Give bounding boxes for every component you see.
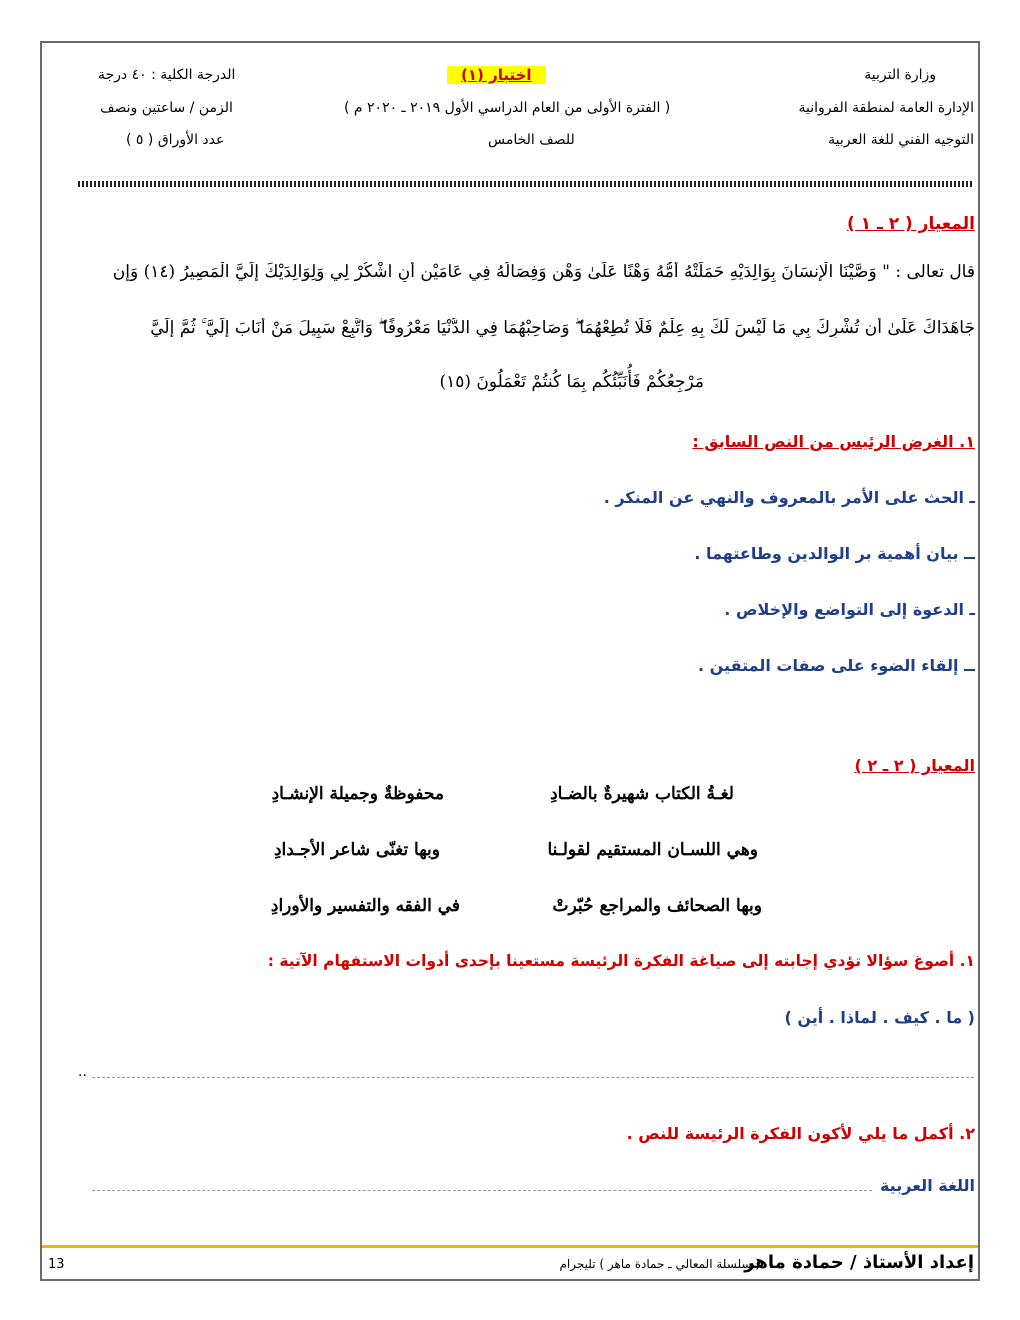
department-name: التوجيه الفني للغة العربية bbox=[828, 132, 974, 148]
poem-line-3-first: وبها الصحائف والمراجع حُبّرتْ bbox=[552, 896, 762, 916]
option-3[interactable]: ـ الدعوة إلى التواضع والإخلاص . bbox=[724, 600, 975, 619]
answer-line-1[interactable] bbox=[92, 1077, 974, 1078]
answer-line-end: .. bbox=[78, 1064, 87, 1080]
directorate-name: الإدارة العامة لمنطقة الفروانية bbox=[798, 100, 974, 116]
verse-line-2: جَاهَدَاكَ عَلَىٰ أَن تُشْرِكَ بِي مَا لَيْسَ لَكَ بِهِ عِلْمٌ فَلَا تُطِعْهُمَا ۖ وَصَاحِبْهُمَا فِي الدُّنْيَا مَعْرُوفًا ۖ وَاتَّبِعْ سَبِيلَ مَنْ أَنَابَ إِلَيَّ ۚ ثُمَّ إِلَيَّ bbox=[150, 318, 975, 338]
exam-grade: للصف الخامس bbox=[488, 132, 575, 148]
verse-line-1: قال تعالى : " وَصَّيْنَا الْإِنسَانَ بِوَالِدَيْهِ حَمَلَتْهُ أُمُّهُ وَهْنًا عَلَىٰ وَهْنٍ وَفِصَالُهُ فِي عَامَيْنِ أَنِ اشْكُرْ لِي وَلِوَالِدَيْكَ إِلَيَّ الْمَصِيرُ (١٤) وَإِن bbox=[112, 262, 975, 282]
footer-channel: ( سلسلة المعالي ـ حمادة ماهر ) تليجرام bbox=[559, 1257, 760, 1271]
paper-count: عدد الأوراق ( ٥ ) bbox=[126, 132, 225, 148]
completion-start: اللغة العربية bbox=[879, 1176, 975, 1195]
option-2[interactable]: ــ بيان أهمية بر الوالدين وطاعتهما . bbox=[694, 544, 975, 563]
question-1-purpose: ١. الغرض الرئيس من النص السابق : bbox=[692, 432, 975, 451]
footer-author: إعداد الأستاذ / حمادة ماهر bbox=[744, 1252, 974, 1273]
question-tools: ( ما . كيف . لماذا . أين ) bbox=[784, 1008, 975, 1027]
poem-line-2-first: وهي اللسـان المستقيم لقولـنا bbox=[547, 840, 758, 860]
total-score: الدرجة الكلية : ٤٠ درجة bbox=[98, 67, 236, 83]
answer-line-2[interactable] bbox=[92, 1190, 872, 1191]
poem-line-3-second: في الفقه والتفسير والأورادِ bbox=[270, 896, 460, 916]
exam-title: اختبار (١) bbox=[447, 66, 546, 84]
poem-line-1-first: لغـةُ الكتاب شهيرةٌ بالضـادِ bbox=[550, 784, 734, 804]
criterion-2: المعيار ( ٢ ـ ٢ ) bbox=[854, 756, 975, 775]
question-2-1: ١. أصوغ سؤالا تؤدي إجابته إلى صياغة الفكرة الرئيسة مستعينا بإحدى أدوات الاستفهام الآتية : bbox=[267, 952, 975, 970]
exam-period: ( الفترة الأولى من العام الدراسي الأول ٢٠١٩ ـ ٢٠٢٠ م ) bbox=[344, 100, 671, 116]
exam-duration: الزمن / ساعتين ونصف bbox=[100, 100, 233, 116]
criterion-1: المعيار ( ٢ ـ ١ ) bbox=[846, 214, 975, 234]
poem-line-1-second: محفوظةٌ وجميلة الإنشـادِ bbox=[271, 784, 444, 804]
footer-line bbox=[42, 1245, 978, 1248]
header-separator bbox=[78, 181, 974, 187]
question-2-2: ٢. أكمل ما يلي لأكون الفكرة الرئيسة للنص . bbox=[626, 1124, 975, 1143]
ministry-name: وزارة التربية bbox=[864, 67, 936, 83]
option-1[interactable]: ـ الحث على الأمر بالمعروف والنهي عن المنكر . bbox=[603, 488, 975, 507]
footer bbox=[42, 1250, 978, 1279]
option-4[interactable]: ــ إلقاء الضوء على صفات المتقين . bbox=[697, 656, 975, 675]
verse-line-3: مَرْجِعُكُمْ فَأُنَبِّئُكُم بِمَا كُنتُمْ تَعْمَلُونَ (١٥) bbox=[439, 372, 704, 392]
page-number: 13 bbox=[48, 1257, 65, 1272]
poem-line-2-second: وبها تغنّى شاعر الأجـدادِ bbox=[273, 840, 440, 860]
